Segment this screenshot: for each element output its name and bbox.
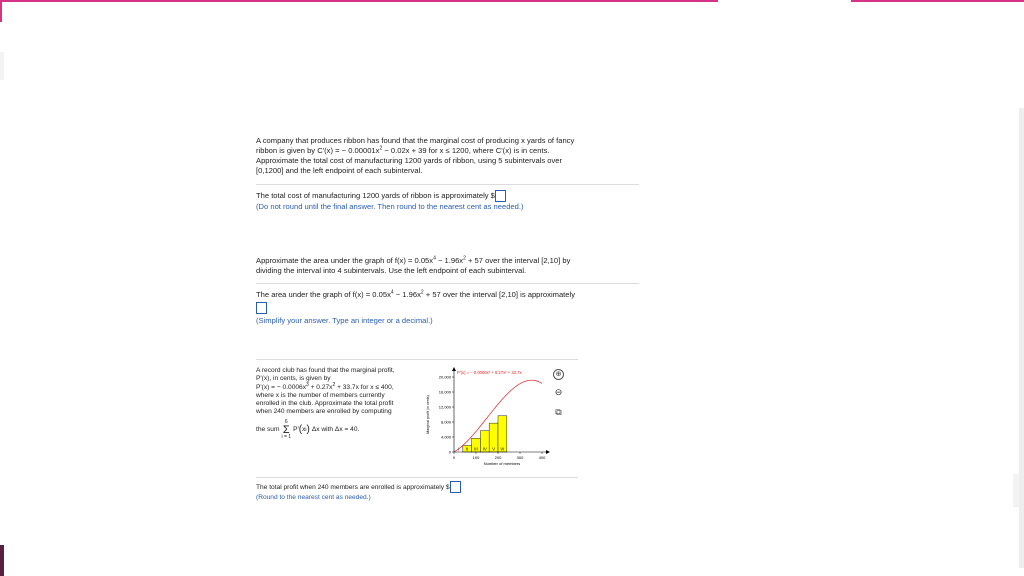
divider [256,477,578,478]
q3-answer-input[interactable] [450,481,461,493]
q2-text-line-2: dividing the interval into 4 subintervals. Use the left endpoint of each subinterval. [256,266,527,275]
q1-text-line-4: [0,1200] and the left endpoint of each subinterval. [256,166,423,175]
sum-prefix: the sum [256,425,280,433]
y-tick-label: 16,000 [438,389,451,395]
q1-text-line-1: A company that produces ribbon has found that the marginal cost of producing x yards of fancy [256,136,575,145]
divider [256,184,639,185]
x-tick-label: 100 [472,455,480,460]
x-tick-label: 200 [494,455,502,460]
open-new-window-icon[interactable]: ⧉ [555,407,562,417]
bar-label: II [466,446,469,452]
bar-label: VI [500,446,505,452]
left-panel-edge [0,52,4,80]
sum-expression: the sum 6 Σ i = 1 P' ( x i ) Δx with Δx = 40. [256,418,360,440]
top-accent-line [0,0,718,2]
left-bottom-bar [0,545,4,576]
q1-answer-input[interactable] [495,190,506,202]
bar-label: IV [482,446,487,452]
bar-label: I [457,446,459,452]
q1-answer-line: The total cost of manufacturing 1200 yards of ribbon is approximately $ [256,190,639,202]
sigma-symbol: 6 Σ i = 1 [281,418,292,440]
x-axis-label: Number of members [483,461,521,466]
left-accent-edge [0,0,2,22]
q3-text-line-5: enrolled in the club. Approximate the total profit [256,400,394,408]
q1-text-line-3: Approximate the total cost of manufacturing 1200 yards of ribbon, using 5 subintervals over [256,156,563,165]
q3-text-line-6: when 240 members are enrolled by computing [256,408,392,416]
sum-term: P' [293,425,299,433]
q2-note: (Simplify your answer. Type an integer or a decimal.) [256,316,433,325]
zoom-out-icon[interactable]: ⊖ [554,387,563,397]
q3-text-line-4: where x is the number of members currently [256,391,385,399]
divider [256,283,639,284]
bar-label: V [492,446,495,452]
question-3 [256,367,421,440]
q3-text-line-3: P'(x) = − $0.0006x^3 + 0.27x^2 + 33.7x$ for x ≤ 400, [256,381,394,391]
q2-text-line-1: Approximate the area under the graph of $f(x) = 0.05x^4 - 1.96x^2 + 57$ over the interval [2,10] by [256,255,571,265]
question-1 [256,136,639,176]
q2-answer-line: The area under the graph of $f(x) = 0.05x^4 - 1.96x^2 + 57$ over the interval [2,10] is approximately [256,289,575,299]
y-tick-label: 4,000 [440,434,451,440]
bar-label: III [474,446,478,452]
y-tick-label: 0 [448,449,451,455]
question-1-answer [256,190,639,212]
q3-answer-line: The total profit when 240 members are enrolled is approximately $ [256,481,639,493]
y-axis-label: Marginal profit (in cents) [426,395,430,434]
y-tick-label: 8,000 [440,419,451,425]
x-tick-label: 0 [452,455,456,460]
q3-note: (Round to the nearest cent as needed.) [256,494,371,501]
q3-text-line-1: A record club has found that the marginal profit, [256,367,395,374]
top-accent-line-right [851,0,1024,2]
question-3-answer [256,481,639,502]
q2-answer-input[interactable] [256,302,267,314]
question-2 [256,256,639,276]
divider [256,359,578,360]
q1-text-line-2: ribbon is given by C'(x) = − $0.00001x^2 - 0.02x + 39$ for x ≤ 1200, where C'(x) is in cents. [256,145,550,155]
zoom-in-icon[interactable]: ⊕ [553,369,564,380]
x-tick-label: 400 [538,455,546,460]
q1-note: (Do not round until the final answer. Then round to the nearest cent as needed.) [256,202,524,211]
x-axis-arrow [546,450,550,454]
y-tick-label: 12,000 [438,404,451,410]
question-2-answer [256,290,639,326]
y-tick-label: 20,000 [438,374,451,380]
q3-text-line-2: P'(x), in cents, is given by [256,375,331,383]
x-tick-label: 300 [516,455,524,460]
sum-suffix: Δx with Δx = 40. [311,425,360,433]
y-axis-arrow [452,367,456,371]
right-scrollbar[interactable] [1019,108,1024,568]
chart-title: P'(x) = − 0.0006x³ + 0.27x² + 33.7x [457,370,522,375]
